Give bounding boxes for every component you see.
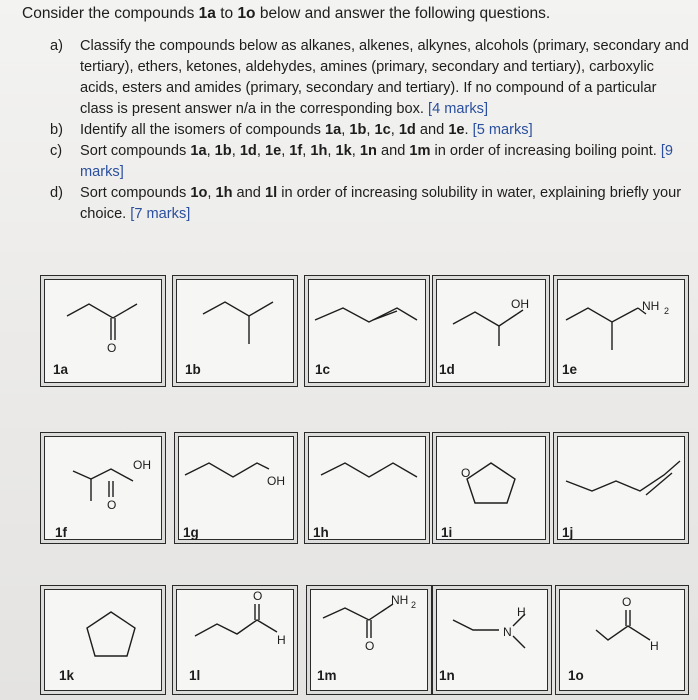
compound-ref: 1h [215,185,233,201]
compound-label: 1j [562,525,574,540]
structure-1j [554,433,688,543]
compound-ref: 1n [359,143,377,159]
compound-label: 1h [313,525,329,540]
text-run: , [327,143,336,159]
compound-ref: 1b [349,122,367,138]
compound-label: 1o [568,668,584,683]
atom-label: O [461,466,471,480]
atom-subscript: 2 [664,306,670,316]
compound-ref: 1k [335,143,352,159]
atom-label: NH [642,299,660,313]
compound-ref: 1o [190,185,208,201]
compound-box-1m [306,585,432,695]
compound-label: 1m [317,668,337,683]
compound-box-1c [304,275,430,387]
compound-label: 1e [562,362,578,377]
text-run: . [464,122,473,138]
compound-box-1d [432,275,550,387]
question-d [50,183,690,225]
compound-box-1l [172,585,298,695]
marks-badge: [7 marks] [130,206,191,222]
compound-box-1g [174,432,298,544]
question-a [50,36,690,120]
compound-box-1n [432,585,552,695]
compound-label: 1a [53,362,69,377]
question-label: b) [50,122,63,138]
text-run: , [366,122,375,138]
text-run: , [231,143,240,159]
question-text [80,120,690,141]
atom-label: OH [133,458,151,472]
compound-box-1f [40,432,166,544]
compound-label: 1b [185,362,201,377]
compound-ref: 1b [214,143,232,159]
text-run: in order of increasing solubility in water, explaining briefly your choice. [80,185,682,222]
atom-label: O [365,639,375,653]
text-run: Sort compounds [80,185,191,201]
atom-subscript: 2 [411,600,417,610]
atom-label: H [277,633,286,647]
text-run: , [256,143,265,159]
compound-ref: 1a [190,143,207,159]
atom-label: OH [267,474,285,488]
compound-ref: 1d [398,122,416,138]
question-text [80,183,690,225]
compound-ref: 1m [409,143,431,159]
text-run: in order of increasing boiling point. [430,143,661,159]
atom-label: O [253,589,263,603]
compound-ref: 1h [310,143,328,159]
question-list [50,36,690,225]
question-b [50,120,690,141]
compound-ref: 1c [374,122,391,138]
compound-box-1e [553,275,689,387]
atom-label: N [503,625,512,639]
compound-ref: 1e [448,122,465,138]
compound-box-1i [432,432,550,544]
compound-ref: 1d [239,143,257,159]
question-label: d) [50,185,63,201]
question-label: c) [50,143,63,159]
compound-ref: 1a [324,122,342,138]
compound-box-1k [40,585,166,695]
intro-text: Consider the compounds 1a to 1o below and answer the following questions. [22,5,551,22]
question-text [80,141,690,183]
compound-box-1h [304,432,430,544]
text-run: , [351,143,360,159]
question-text [80,36,690,120]
compound-label: 1f [55,525,68,540]
compound-label: 1k [59,668,75,683]
text-run: , [206,143,215,159]
text-run: , [341,122,350,138]
atom-label: O [107,341,117,355]
compound-label: 1i [441,525,453,540]
text-run: , [390,122,399,138]
text-run: , [207,185,216,201]
compound-box-1b [172,275,298,387]
text-run: , [302,143,311,159]
text-run: , [281,143,290,159]
compound-ref: 1l [264,185,278,201]
compound-box-1o [555,585,689,695]
compound-box-1a [40,275,166,387]
compound-label: 1n [439,668,455,683]
marks-badge: [9 marks] [80,143,674,180]
question-label: a) [50,38,63,54]
atom-label: O [622,595,632,609]
compound-label: 1g [183,525,199,540]
compound-box-1j [553,432,689,544]
compound-label: 1c [315,362,331,377]
compound-label: 1l [189,668,201,683]
text-run: Identify all the isomers of compounds [80,122,325,138]
text-run: Sort compounds [80,143,191,159]
text-run: and [232,185,265,201]
marks-badge: [5 marks] [472,122,533,138]
text-run: and [376,143,410,159]
atom-label: O [107,498,117,512]
question-c [50,141,690,183]
text-run: and [415,122,449,138]
marks-badge: [4 marks] [428,101,489,117]
compound-ref: 1f [289,143,303,159]
atom-label: NH [391,593,409,607]
compound-ref: 1e [264,143,282,159]
text-run: Classify the compounds below as alkanes, alkenes, alkynes, alcohols (primary, secondary and tertiary), ethers, ketones, aldehydes, amines (primary, secondary and tertiary), carboxylic acids, esters and amides (primary, secondary and tertiary). If no compound of a particular class is present answer n/a in the corresponding box. [80,38,689,117]
atom-label: H [517,605,526,619]
compound-label: 1d [439,362,455,377]
atom-label: OH [511,297,529,311]
atom-label: H [650,639,659,653]
